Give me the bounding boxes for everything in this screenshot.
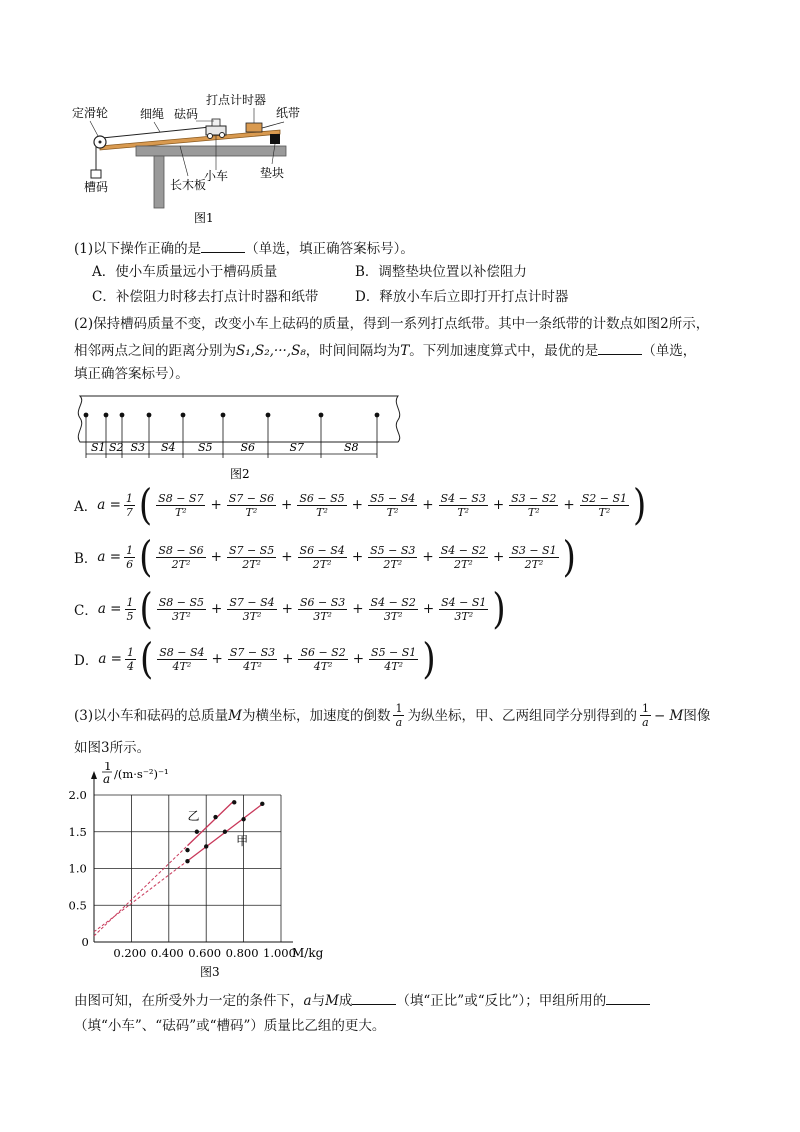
q2-segment-vars: S₁,S₂,···,S₈ [236, 343, 306, 359]
x-tick-label: 0.400 [150, 946, 184, 960]
term-frac-den: T² [527, 505, 540, 519]
data-point [241, 817, 245, 821]
term-frac-num: S7 − S4 [229, 595, 275, 609]
coefficient-frac [125, 596, 136, 623]
q1-answer-blank[interactable] [201, 238, 245, 253]
q3-line1-end: 图像 [683, 707, 711, 724]
term-frac-den: 2T² [383, 557, 403, 571]
tape-outline [78, 396, 399, 442]
series-label-yi: 乙 [187, 808, 200, 823]
q3-mass-var-2: M [325, 993, 339, 1009]
q3-inverse-a-frac-2 [640, 702, 651, 729]
term-frac-num: S6 − S2 [300, 645, 346, 659]
tape-dimensions [86, 441, 377, 454]
label-pad: 垫块 [260, 166, 285, 180]
chart-axes [69, 771, 296, 960]
pad-block [270, 134, 280, 144]
y-tick-label: 1.0 [68, 861, 87, 876]
accel-var: a = [97, 601, 122, 617]
term-frac [368, 492, 417, 519]
option-b-formula [74, 532, 577, 582]
term-frac [157, 596, 206, 623]
plus-sign: + [492, 497, 505, 513]
term-frac-num: S8 − S6 [158, 543, 204, 557]
figure-3 [60, 762, 360, 982]
plus-sign: + [210, 549, 222, 565]
term-frac-num: S5 − S4 [369, 491, 416, 505]
left-paren: ( [138, 480, 153, 530]
term-frac [157, 646, 206, 673]
segment-label-s6: S6 [240, 441, 256, 454]
q3-line-3 [74, 990, 650, 1011]
y-tick-label: 1.5 [68, 824, 87, 839]
y-tick-label: 0.5 [68, 898, 87, 913]
y-axis-label-den: a [103, 772, 111, 786]
right-paren: ) [633, 480, 647, 530]
coefficient-frac-num: 1 [125, 491, 133, 505]
plus-sign: + [422, 549, 434, 565]
right-paren: ) [562, 532, 576, 582]
plus-sign: + [351, 549, 364, 565]
term-frac-den: 4T² [313, 659, 333, 673]
q1-option-a: A．使小车质量远小于槽码质量 [92, 264, 278, 280]
term-frac-den: 2T² [171, 557, 191, 571]
plus-sign: + [210, 497, 222, 513]
coefficient-frac [124, 492, 135, 519]
term-frac-num: S5 − S1 [371, 645, 417, 659]
term-frac-den: T² [598, 505, 611, 519]
accel-var: a = [97, 497, 121, 513]
q1-stem-text: (1)以下操作正确的是 [74, 241, 202, 257]
chart-svg [60, 762, 360, 982]
term-frac-den: 3T² [172, 609, 191, 623]
coefficient-frac-den: 7 [125, 505, 133, 519]
segment-label-s8: S8 [344, 441, 359, 454]
label-cart: 小车 [204, 169, 229, 183]
q2-period-var: T [400, 343, 410, 359]
term-frac-num: S4 − S3 [440, 491, 486, 505]
term-frac [227, 492, 276, 519]
term-frac-den: 3T² [454, 609, 474, 623]
term-frac [369, 646, 418, 673]
plus-sign: + [282, 651, 294, 667]
coefficient-frac-den: 4 [126, 659, 134, 673]
option-d-row [74, 634, 437, 684]
plus-sign: + [351, 497, 363, 513]
x-tick-label: 0.600 [188, 946, 222, 960]
q3-line-1 [74, 702, 710, 729]
accel-var: a = [98, 651, 122, 667]
q1-option-d: D．释放小车后立即打开打点计时器 [355, 289, 569, 305]
q2-answer-blank[interactable] [598, 340, 642, 355]
term-frac-num: S7 − S3 [229, 645, 276, 659]
q3-line-4: （填“小车”、“砝码”或“槽码”）质量比乙组的更大。 [74, 1018, 386, 1034]
data-point [260, 802, 264, 806]
data-point [223, 830, 227, 834]
term-frac-den: 2T² [312, 557, 332, 571]
term-frac-num: S6 − S3 [299, 595, 346, 609]
option-letter: B． [74, 551, 98, 567]
term-frac [298, 544, 347, 571]
cart-wheel-1 [208, 134, 213, 139]
q1-option-c: C．补偿阻力时移去打点计时器和纸带 [92, 289, 319, 305]
term-frac-den: 3T² [242, 609, 262, 623]
q2-line-3: 填正确答案标号）。 [74, 366, 189, 382]
coefficient-frac-num: 1 [126, 543, 134, 557]
q3-answer-blank-1[interactable] [352, 990, 396, 1005]
plus-sign: + [563, 497, 575, 513]
plus-sign: + [281, 601, 293, 617]
plus-sign: + [422, 497, 434, 513]
term-frac [580, 492, 629, 519]
q2-line2-mid: ，时间间隔均为 [305, 343, 401, 359]
table-top [136, 146, 286, 156]
bucket-shape [91, 170, 101, 178]
series-extrapolation-2 [94, 861, 188, 932]
coefficient-frac [124, 544, 135, 571]
right-paren: ) [422, 634, 436, 684]
figure-1 [70, 88, 300, 233]
left-paren: ( [139, 532, 153, 582]
accel-var: a = [97, 549, 122, 565]
y-axis-label: /(m·s⁻²)⁻¹ [114, 767, 169, 781]
term-frac-num: S8 − S5 [158, 595, 205, 609]
option-b-row [74, 532, 577, 582]
segment-label-s4: S4 [161, 441, 176, 454]
term-frac [298, 596, 347, 623]
plus-sign: + [281, 497, 293, 513]
q3-frac2-den: a [642, 716, 649, 729]
term-frac [298, 646, 347, 673]
term-frac-den: 3T² [383, 609, 403, 623]
y-axis-arrow [91, 771, 97, 779]
x-tick-label: 0.800 [225, 946, 259, 960]
segment-label-s2: S2 [109, 441, 124, 454]
option-c-formula [74, 584, 507, 634]
term-frac-num: S6 − S5 [299, 491, 345, 505]
data-point [185, 848, 189, 852]
q3-inverse-a-frac [393, 702, 404, 729]
plus-sign: + [352, 651, 365, 667]
data-point [185, 859, 189, 863]
rope-line [102, 126, 220, 138]
term-frac-num: S2 − S1 [581, 491, 628, 505]
term-frac [439, 596, 488, 623]
q3-mass-var: M [228, 707, 242, 724]
data-point [232, 800, 236, 804]
leader-rope [154, 122, 160, 132]
chart-series [94, 800, 265, 936]
term-frac-den: 4T² [172, 659, 192, 673]
q1-stem [74, 238, 414, 259]
q2-line-1: (2)保持槽码质量不变，改变小车上砝码的质量，得到一系列打点纸带。其中一条纸带的计数点如图2所示， [74, 316, 710, 332]
q3-accel-var: a [303, 993, 312, 1009]
x-axis-label: M/kg [292, 946, 324, 960]
left-paren: ( [139, 584, 153, 634]
option-c-row [74, 584, 507, 634]
option-letter: C． [74, 603, 98, 619]
x-tick-label: 1.000 [263, 946, 296, 960]
q2-line-2 [74, 340, 696, 361]
term-frac-num: S3 − S1 [511, 543, 557, 557]
timer-shape [246, 123, 262, 132]
q3-minus-m: − M [653, 707, 684, 724]
y-axis-label-num: 1 [104, 762, 112, 773]
term-frac-den: 2T² [242, 557, 261, 571]
coefficient-frac-num: 1 [126, 645, 134, 659]
label-weight: 砝码 [174, 107, 199, 121]
term-frac-num: S7 − S5 [228, 543, 275, 557]
option-d-formula [74, 634, 437, 684]
cart-wheel-2 [220, 133, 225, 138]
term-frac-den: T² [316, 505, 328, 519]
data-point [213, 815, 217, 819]
q3-line-2: 如图3所示。 [74, 740, 151, 756]
term-frac-num: S4 − S1 [441, 595, 487, 609]
series-line-1 [188, 800, 235, 845]
pulley-axle [99, 141, 102, 144]
y-tick-label: 2.0 [68, 788, 87, 802]
q3-frac2-num: 1 [641, 702, 649, 715]
tape-diagram [72, 392, 412, 484]
y-tick-label: 0 [81, 935, 89, 949]
plus-sign: + [211, 601, 223, 617]
q3-line1-text: (3)以小车和砝码的总质量 [74, 707, 229, 724]
term-frac-den: T² [386, 505, 399, 519]
term-frac [368, 544, 417, 571]
option-letter: A． [74, 499, 98, 515]
leader-pulley [90, 121, 98, 136]
term-frac [297, 492, 346, 519]
term-frac-den: 3T² [313, 609, 332, 623]
fig3-caption: 图3 [200, 965, 220, 979]
term-frac-num: S3 − S2 [511, 491, 557, 505]
term-frac-num: S4 − S2 [440, 543, 486, 557]
q3-line3-mid: 与 [311, 993, 326, 1009]
label-pulley: 定滑轮 [72, 106, 109, 120]
q2-line2-tail: 。下列加速度算式中，最优的是 [409, 343, 599, 359]
term-frac [439, 544, 488, 571]
q2-line2-end: （单选， [642, 343, 697, 359]
q3-line3-text: 由图可知，在所受外力一定的条件下， [74, 993, 304, 1009]
term-frac-den: T² [457, 505, 470, 519]
term-frac-den: 2T² [453, 557, 473, 571]
table-leg [154, 156, 164, 208]
q3-line1-tail: 为纵坐标，甲、乙两组同学分别得到的 [407, 707, 637, 724]
term-frac-num: S8 − S4 [159, 645, 205, 659]
q3-answer-blank-2[interactable] [606, 990, 650, 1005]
option-a-formula [74, 480, 647, 530]
label-rope: 细绳 [140, 107, 165, 121]
term-frac-den: 4T² [384, 659, 404, 673]
coefficient-frac [125, 646, 136, 673]
q3-frac-den: a [395, 716, 403, 729]
term-frac-den: 4T² [243, 659, 262, 673]
figure-2 [72, 392, 412, 484]
coefficient-frac-den: 5 [126, 609, 134, 623]
plus-sign: + [352, 601, 364, 617]
right-paren: ) [492, 584, 506, 634]
apparatus-diagram [70, 88, 300, 233]
term-frac-num: S8 − S7 [158, 491, 204, 505]
label-timer: 打点计时器 [206, 93, 267, 107]
fig2-caption: 图2 [230, 467, 250, 481]
term-frac-den: 2T² [524, 557, 544, 571]
weight-block [212, 119, 220, 126]
term-frac [369, 596, 418, 623]
q3-line1-mid: 为横坐标，加速度的倒数 [241, 707, 391, 724]
option-letter: D． [74, 653, 99, 669]
term-frac-num: S5 − S3 [370, 543, 416, 557]
term-frac-num: S6 − S4 [299, 543, 345, 557]
term-frac-num: S7 − S6 [228, 491, 275, 505]
plus-sign: + [422, 601, 435, 617]
data-point [204, 844, 208, 848]
term-frac [439, 492, 488, 519]
series-label-jia: 甲 [236, 833, 249, 848]
coefficient-frac-num: 1 [126, 595, 134, 609]
term-frac [156, 492, 205, 519]
term-frac [228, 646, 277, 673]
plus-sign: + [281, 549, 293, 565]
data-point [195, 830, 199, 834]
term-frac [227, 544, 276, 571]
coefficient-frac-den: 6 [126, 557, 134, 571]
q3-line3-tail: （填“正比”或“反比”）；甲组所用的 [396, 993, 607, 1009]
q2-line2-text: 相邻两点之间的距离分别为 [74, 343, 236, 359]
term-frac [509, 544, 558, 571]
term-frac [509, 492, 558, 519]
label-bucket: 槽码 [84, 180, 109, 194]
segment-label-s1: S1 [91, 441, 106, 454]
x-tick-label: 0.200 [113, 946, 147, 960]
segment-label-s3: S3 [130, 441, 146, 454]
segment-label-s5: S5 [198, 441, 213, 454]
tape-shape [262, 122, 284, 128]
q1-option-b: B．调整垫块位置以补偿阻力 [355, 264, 527, 280]
option-a-row [74, 480, 647, 530]
q1-stem-tail: （单选，填正确答案标号）。 [245, 241, 414, 257]
segment-label-s7: S7 [289, 441, 305, 454]
label-board: 长木板 [170, 178, 207, 192]
term-frac-den: T² [174, 505, 187, 519]
left-paren: ( [139, 634, 154, 684]
term-frac [156, 544, 205, 571]
term-frac [227, 596, 276, 623]
plus-sign: + [493, 549, 505, 565]
plus-sign: + [211, 651, 223, 667]
term-frac-den: T² [245, 505, 258, 519]
q3-line3-cheng: 成 [338, 993, 353, 1009]
fig1-caption: 图1 [194, 211, 214, 225]
label-tape: 纸带 [276, 106, 300, 120]
q3-frac-num: 1 [395, 702, 403, 715]
term-frac-num: S4 − S2 [370, 595, 416, 609]
series-extrapolation-1 [94, 846, 188, 936]
